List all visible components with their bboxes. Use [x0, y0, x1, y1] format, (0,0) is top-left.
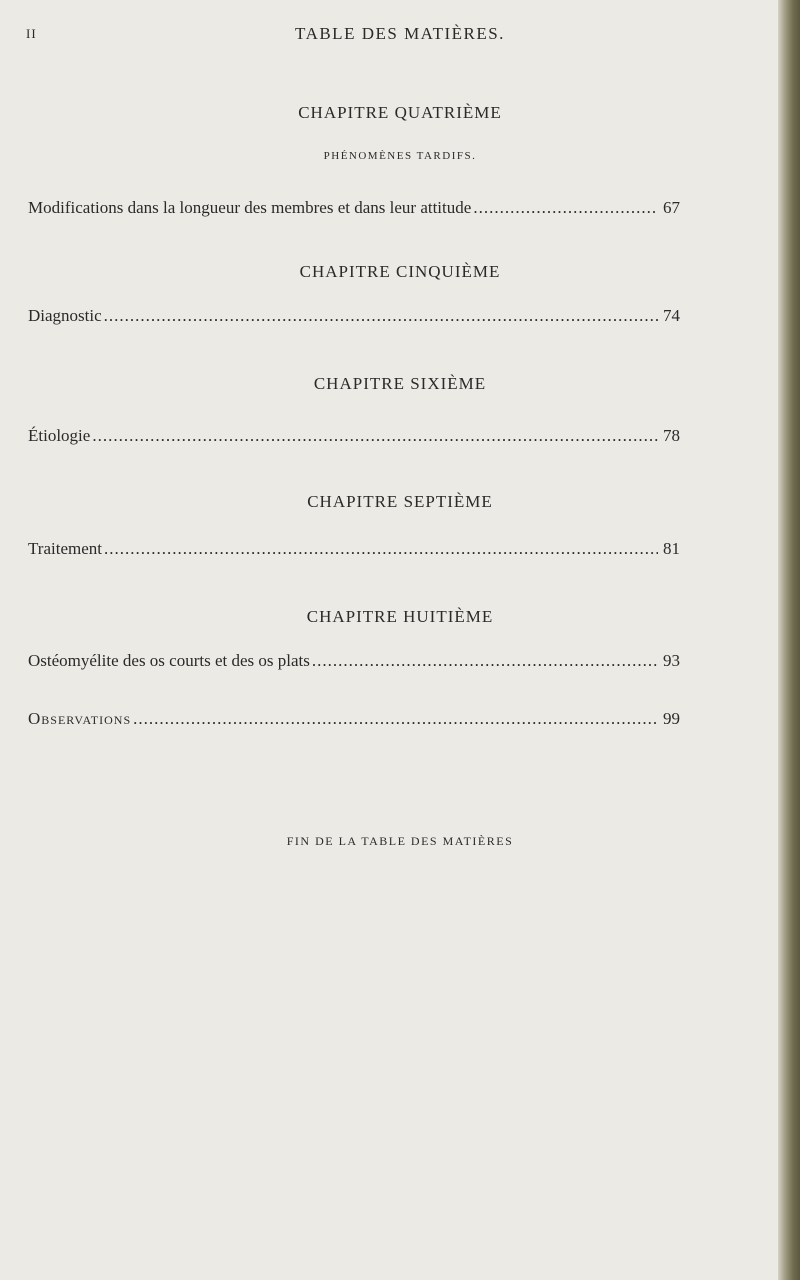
dot-leader	[104, 306, 658, 326]
dot-leader	[92, 426, 658, 446]
chapter-title-8: CHAPITRE HUITIÈME	[306, 607, 494, 626]
toc-entry-page: 74	[663, 306, 680, 325]
toc-entry-label: Ostéomyélite des os courts et des os plats	[28, 651, 310, 670]
toc-entry-page: 67	[663, 198, 680, 217]
dot-leader	[312, 651, 658, 671]
toc-entry-observations	[28, 709, 680, 729]
toc-entry-page: 99	[663, 709, 680, 728]
chapter-title-7: CHAPITRE SEPTIÈME	[307, 492, 493, 511]
chapter-title-4: CHAPITRE QUATRIÈME	[298, 103, 502, 122]
chapter-title-6: CHAPITRE SIXIÈME	[313, 374, 487, 393]
chapter-subtitle-4: PHÉNOMÈNES TARDIFS.	[323, 150, 477, 162]
toc-entry-page: 93	[663, 651, 680, 670]
page-number: II	[26, 26, 37, 41]
dot-leader	[133, 709, 658, 729]
toc-entry	[28, 539, 680, 559]
toc-entry-page: 81	[663, 539, 680, 558]
toc-entry-label: Observations	[28, 709, 132, 728]
toc-entry	[28, 426, 680, 446]
end-of-table-note: FIN DE LA TABLE DES MATIÈRES	[286, 834, 514, 848]
toc-entry	[28, 198, 680, 218]
running-title: TABLE DES MATIÈRES.	[295, 24, 505, 43]
toc-entry-label: Traitement	[28, 539, 102, 558]
toc-entry	[28, 306, 680, 326]
toc-entry-label: Étiologie	[28, 426, 91, 445]
toc-entry-label: Diagnostic	[28, 306, 102, 325]
toc-entry-label: Modifications dans la longueur des membres et dans leur attitude	[28, 198, 472, 217]
toc-entry-page: 78	[663, 426, 680, 445]
dot-leader	[473, 198, 658, 218]
dot-leader	[104, 539, 658, 559]
page-edge	[778, 0, 800, 1280]
toc-entry	[28, 651, 680, 671]
chapter-title-5: CHAPITRE CINQUIÈME	[299, 262, 501, 281]
